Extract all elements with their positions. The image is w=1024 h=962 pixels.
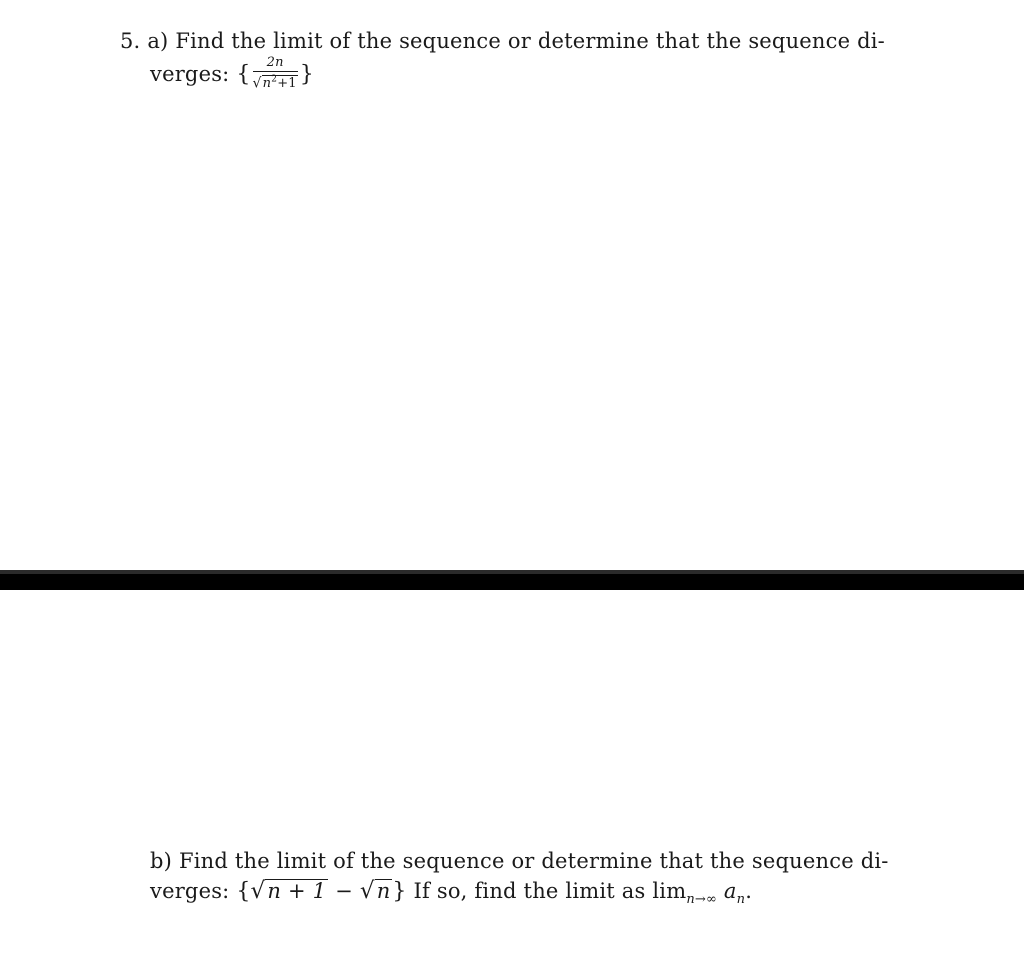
minus-sign: −: [335, 879, 353, 903]
question-a-line-2: [150, 55, 314, 93]
sequence-term: a: [723, 879, 737, 903]
question-a-line-1: [120, 27, 885, 55]
question-a-text: Find the limit of the sequence or determine that the sequence di-: [175, 29, 885, 53]
sqrt-n-plus-1: [251, 877, 329, 905]
open-brace-b: {: [236, 879, 251, 904]
sequence-fraction: [253, 56, 298, 91]
sqrt-n: [360, 877, 393, 905]
question-b-text: Find the limit of the sequence or determine that the sequence di-: [178, 849, 889, 873]
denominator-base: n: [262, 76, 272, 92]
verges-label-a: verges:: [150, 62, 230, 87]
open-brace-a: {: [236, 62, 251, 88]
verges-label-b: verges:: [150, 879, 230, 903]
followup-text: If so, find the limit as lim: [413, 879, 687, 903]
close-brace-b: }: [392, 879, 407, 904]
problem-number: 5.: [120, 29, 141, 53]
denominator-radicand: [262, 75, 298, 91]
divider-sheen: [0, 570, 1024, 574]
question-b-line-2: [150, 877, 752, 914]
sqrt-symbol-a: √: [252, 75, 262, 92]
close-brace-a: }: [299, 62, 314, 88]
part-label-b: b): [150, 849, 173, 873]
question-b-line-1: [150, 847, 889, 875]
page-divider: [0, 570, 1024, 590]
denominator-tail: +1: [277, 76, 297, 92]
denominator-sqrt: [253, 73, 298, 91]
denominator-exponent: 2: [271, 75, 278, 85]
radicand-n-plus-1: n + 1: [267, 879, 327, 903]
lim-subscript: n→∞: [686, 892, 718, 908]
sqrt-symbol-b2: √: [359, 878, 375, 904]
fraction-denominator: [253, 72, 298, 91]
term-subscript: n: [736, 892, 746, 908]
sqrt-symbol-b1: √: [250, 878, 266, 904]
radicand-n: n: [376, 879, 391, 903]
final-period: .: [745, 879, 753, 903]
fraction-numerator: 2n: [253, 56, 298, 72]
part-label-a: a): [147, 29, 169, 53]
